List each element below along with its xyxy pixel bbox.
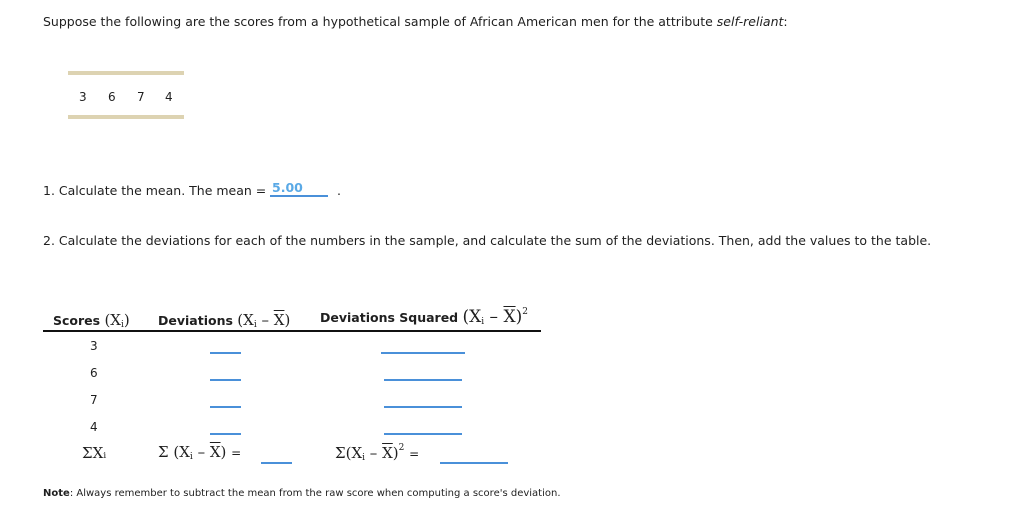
- col-header-deviations-label: Deviations: [158, 313, 233, 328]
- score-value: 4: [165, 90, 173, 104]
- intro-before: Suppose the following are the scores from a hypothetical sample of African American men for the attribute: [43, 14, 717, 29]
- sum-squared-input[interactable]: [440, 462, 508, 464]
- col-header-scores: [53, 311, 130, 330]
- deviation-input[interactable]: [210, 379, 241, 381]
- col-header-squared-label: Deviations Squared: [320, 310, 459, 325]
- deviation-input[interactable]: [210, 406, 241, 408]
- table-row-score: 4: [90, 420, 98, 434]
- deviation-input[interactable]: [210, 352, 241, 354]
- sum-squared-label: $\Sigma(X_i - \overline{X})^2$ =: [335, 443, 420, 463]
- question-1-end: .: [337, 183, 341, 198]
- note-text: [43, 488, 561, 499]
- table-row-score: 3: [90, 339, 98, 353]
- squared-input[interactable]: [381, 352, 465, 354]
- sum-deviations-input[interactable]: [261, 462, 292, 464]
- col-header-squared: [320, 307, 528, 327]
- intro-text: [43, 14, 788, 29]
- deviation-input[interactable]: [210, 433, 241, 435]
- note-label: Note: [43, 488, 70, 499]
- squared-input[interactable]: [384, 406, 462, 408]
- table-header-rule: [43, 330, 541, 332]
- question-1: 1. Calculate the mean. The mean =: [43, 183, 267, 198]
- math-xi: $(X_i)$: [104, 311, 130, 330]
- math-deviation-squared: $(X_i - \overline{X})^2$: [462, 307, 528, 327]
- score-value: 7: [137, 90, 145, 104]
- score-value: 3: [79, 90, 87, 104]
- note-body: : Always remember to subtract the mean from the raw score when computing a score's deviation.: [69, 488, 561, 499]
- col-header-scores-label: Scores: [53, 313, 101, 328]
- intro-after: :: [783, 14, 788, 29]
- squared-input[interactable]: [384, 433, 462, 435]
- intro-attribute: self-reliant: [716, 14, 784, 29]
- sum-scores-label: ΣXᵢ: [82, 444, 107, 462]
- sum-deviations-label: Σ $(X_i - \overline{X})$ =: [158, 443, 242, 462]
- math-deviation: $(X_i - \overline{X})$: [237, 311, 291, 330]
- question-2: 2. Calculate the deviations for each of the numbers in the sample, and calculate the sum of the deviations. Then, add the values to the table.: [43, 233, 932, 248]
- scores-box: [68, 71, 184, 119]
- mean-answer-field[interactable]: 5.00: [270, 180, 328, 197]
- table-row-score: 6: [90, 366, 98, 380]
- score-value: 6: [108, 90, 116, 104]
- squared-input[interactable]: [384, 379, 462, 381]
- col-header-deviations: [158, 311, 290, 330]
- table-row-score: 7: [90, 393, 98, 407]
